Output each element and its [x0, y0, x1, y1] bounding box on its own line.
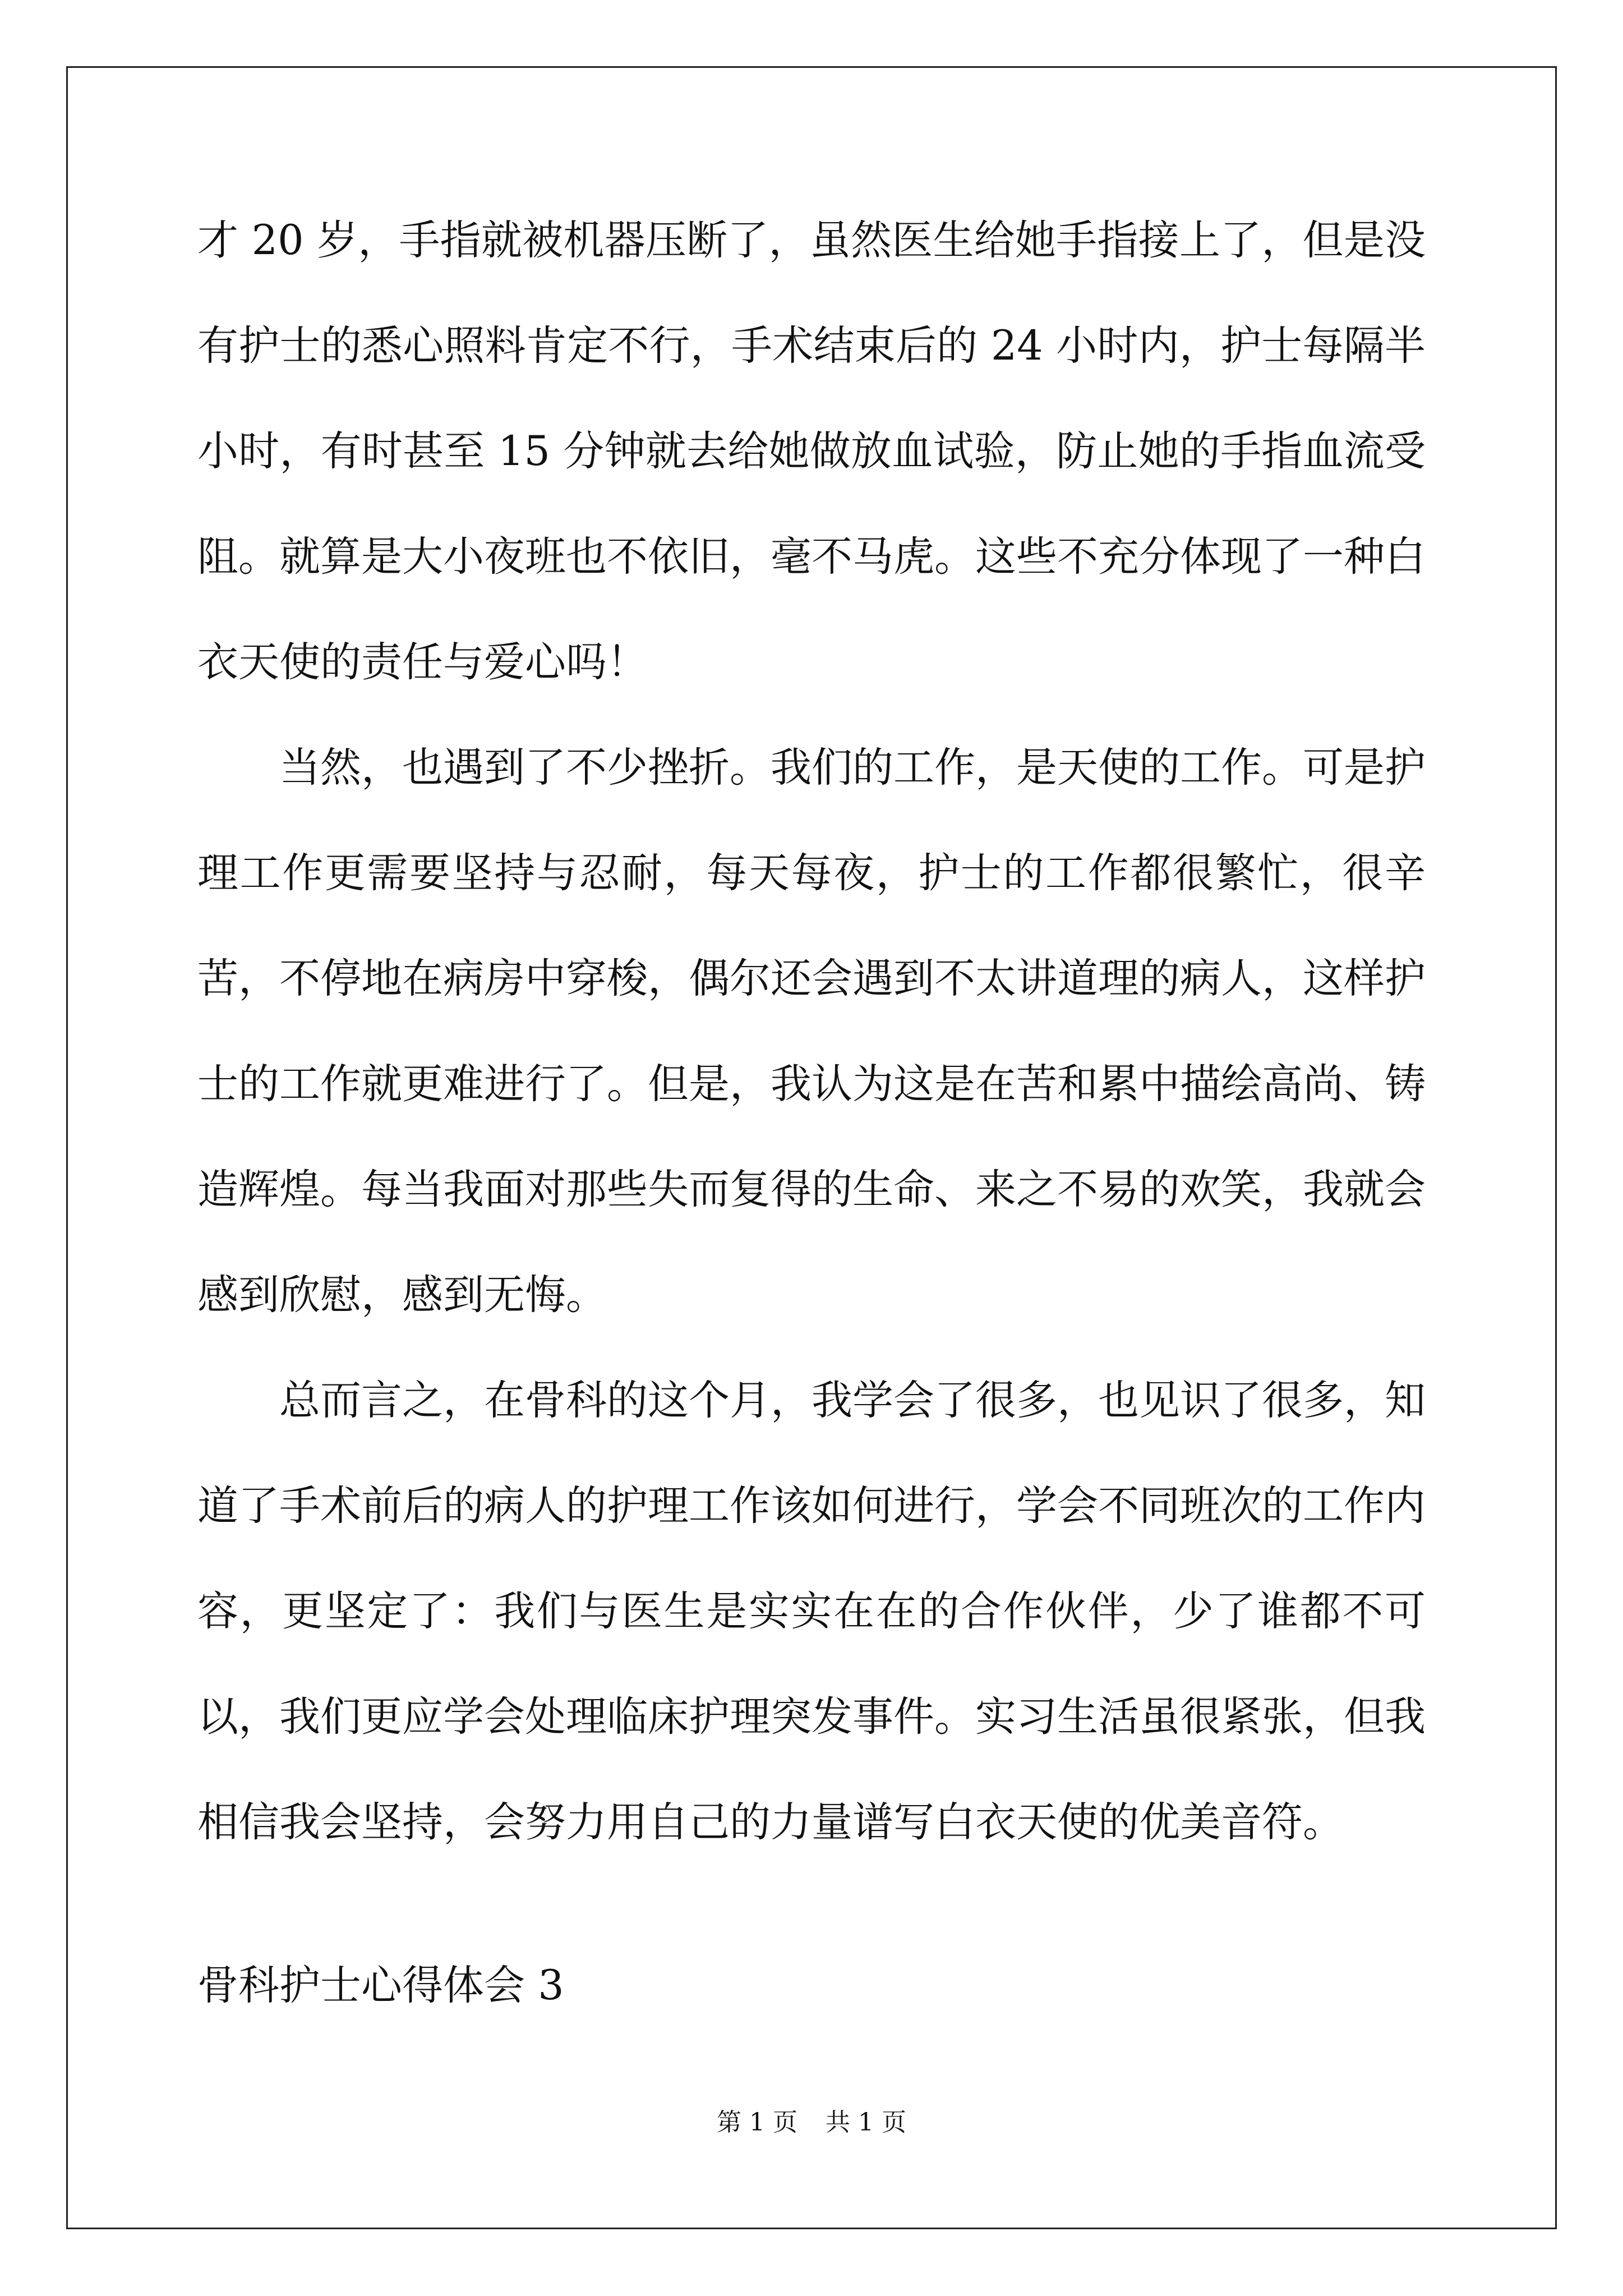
- section-heading: 骨科护士心得体会 3: [197, 1962, 564, 2009]
- document-body: [197, 188, 1426, 1875]
- page-number: 第 1 页: [717, 2108, 797, 2137]
- paragraph-2: 当然，也遇到了不少挫折。我们的工作，是天使的工作。可是护理工作更需要坚持与忍耐，每天每夜，护士的工作都很繁忙，很辛苦，不停地在病房中穿梭，偶尔还会遇到不太讲道理的病人，这样护士的工作就更难进行了。但是，我认为这是在苦和累中描绘高尚、铸造辉煌。每当我面对那些失而复得的生命、来之不易的欢笑，我就会感到欣慰，感到无悔。: [197, 744, 1426, 1319]
- page-total: 共 1 页: [826, 2108, 906, 2137]
- paragraph-1: 才 20 岁，手指就被机器压断了，虽然医生给她手指接上了，但是没有护士的悉心照料肯定不行，手术结束后的 24 小时内，护士每隔半小时，有时甚至 15 分钟就去给她做放血试验，防止她的手指血流受阻。就算是大小夜班也不依旧，毫不马虎。这些不充分体现了一种白衣天使的责任与爱心吗！: [197, 217, 1426, 686]
- page-footer: [0, 2106, 1623, 2139]
- paragraph-3: 总而言之，在骨科的这个月，我学会了很多，也见识了很多，知道了手术前后的病人的护理工作该如何进行，学会不同班次的工作内容，更坚定了：我们与医生是实实在在的合作伙伴，少了谁都不可以，我们更应学会处理临床护理突发事件。实习生活虽很紧张，但我相信我会坚持，会努力用自己的力量谱写白衣天使的优美音符。: [197, 1377, 1426, 1846]
